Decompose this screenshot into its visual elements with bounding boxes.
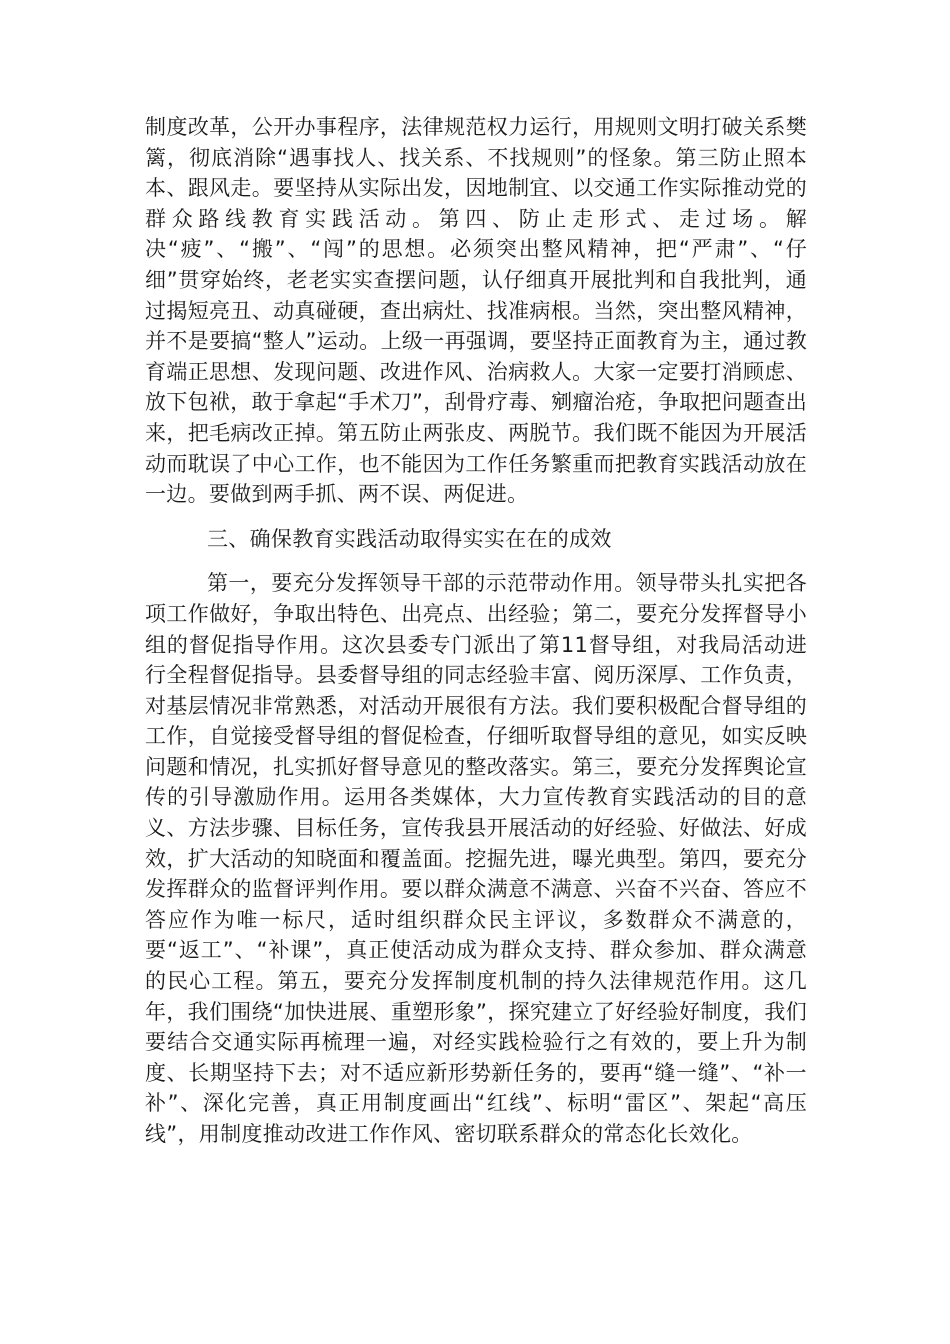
section-heading-3: 三、确保教育实践活动取得实实在在的成效: [207, 526, 612, 551]
body-paragraph-section-3: 第一，要充分发挥领导干部的示范带动作用。领导带头扎实把各项工作做好，争取出特色、出亮点、出经验；第二，要充分发挥督导小组的督促指导作用。这次县委专门派出了第11督导组，对我局活动进行全程督促指导。县委督导组的同志经验丰富、阅历深厚、工作负责，对基层情况非常熟悉，对活动开展很有方法。我们要积极配合督导组的工作，自觉接受督导组的督促检查，仔细听取督导组的意见，如实反映问题和情况，扎实抓好督导意见的整改落实。第三，要充分发挥舆论宣传的引导激励作用。运用各类媒体，大力宣传教育实践活动的目的意义、方法步骤、目标任务，宣传我县开展活动的好经验、好做法、好成效，扩大活动的知晓面和覆盖面。挖掘先进，曝光典型。第四，要充分发挥群众的监督评判作用。要以群众满意不满意、兴奋不兴奋、答应不答应作为唯一标尺，适时组织群众民主评议，多数群众不满意的，要“返工”、“补课”，真正使活动成为群众支持、群众参加、群众满意的民心工程。第五，要充分发挥制度机制的持久法律规范作用。这几年，我们围绕“加快进展、重塑形象”，探究建立了好经验好制度，我们要结合交通实际再梳理一遍，对经实践检验行之有效的，要上升为制度、长期坚持下去；对不适应新形势新任务的，要再“缝一缝”、“补一补”、深化完善，真正用制度画出“红线”、标明“雷区”、架起“高压线”，用制度推动改进工作作风、密切联系群众的常态化长效化。: [145, 571, 807, 1146]
body-paragraph-continued: 制度改革，公开办事程序，法律规范权力运行，用规则文明打破关系樊篱，彻底消除“遇事找人、找关系、不找规则”的怪象。第三防止照本本、跟风走。要坚持从实际出发，因地制宜、以交通工作实际推动党的群众路线教育实践活动。第四、防止走形式、走过场。解决“疲”、“搬”、“闯”的思想。必须突出整风精神，把“严肃”、“仔细”贯穿始终，老老实实查摆问题，认仔细真开展批判和自我批判，通过揭短亮丑、动真碰硬，查出病灶、找准病根。当然，突出整风精神，并不是要搞“整人”运动。上级一再强调，要坚持正面教育为主，通过教育端正思想、发现问题、改进作风、治病救人。大家一定要打消顾虑、放下包袱，敢于拿起“手术刀”，刮骨疗毒、剜瘤治疮，争取把问题查出来，把毛病改正掉。第五防止两张皮、两脱节。我们既不能因为开展活动而耽误了中心工作，也不能因为工作任务繁重而把教育实践活动放在一边。要做到两手抓、两不误、两促进。: [145, 115, 807, 507]
document-body: [145, 112, 807, 1150]
